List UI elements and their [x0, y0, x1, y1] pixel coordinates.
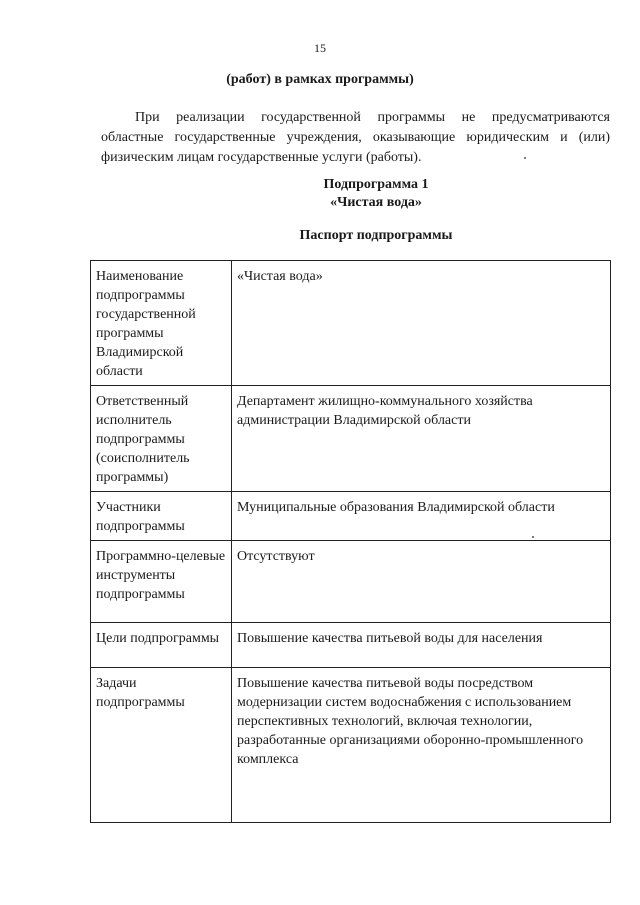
row-value: «Чистая вода» — [232, 261, 611, 386]
row-label: Участники подпрограммы — [91, 492, 232, 541]
row-label: Ответственный исполнитель подпрограммы (соисполнитель программы) — [91, 386, 232, 492]
subprogram-number: Подпрограмма 1 — [323, 177, 429, 192]
row-value: Муниципальные образования Владимирской области — [232, 492, 611, 541]
row-value: Повышение качества питьевой воды посредством модернизации систем водоснабжения с использованием перспективных технологий, включая технологии, разработанные организациями оборонно-промышленного комплекса — [232, 668, 611, 823]
scan-speck — [524, 157, 526, 159]
table-row — [91, 492, 611, 541]
section-heading-continuation: (работ) в рамках программы) — [226, 72, 414, 87]
table-row — [91, 541, 611, 623]
scan-speck — [532, 536, 534, 538]
passport-table — [90, 260, 611, 823]
page-number: 15 — [314, 41, 326, 55]
row-value: Повышение качества питьевой воды для населения — [232, 623, 611, 668]
table-row — [91, 668, 611, 823]
subprogram-title — [0, 176, 640, 212]
row-label: Цели подпрограммы — [91, 623, 232, 668]
row-value: Департамент жилищно-коммунального хозяйства администрации Владимирской области — [232, 386, 611, 492]
subprogram-name: «Чистая вода» — [330, 195, 422, 210]
intro-paragraph: При реализации государственной программы не предусматриваются областные государственные учреждения, оказывающие юридическим и (или) физическим лицам государственные услуги (работы). — [101, 110, 610, 165]
table-row — [91, 623, 611, 668]
passport-title: Паспорт подпрограммы — [299, 228, 453, 243]
row-value: Отсутствуют — [232, 541, 611, 623]
row-label: Наименование подпрограммы государственной программы Владимирской области — [91, 261, 232, 386]
row-label: Задачи подпрограммы — [91, 668, 232, 823]
row-label: Программно-целевые инструменты подпрограммы — [91, 541, 232, 623]
table-row — [91, 261, 611, 386]
table-row — [91, 386, 611, 492]
